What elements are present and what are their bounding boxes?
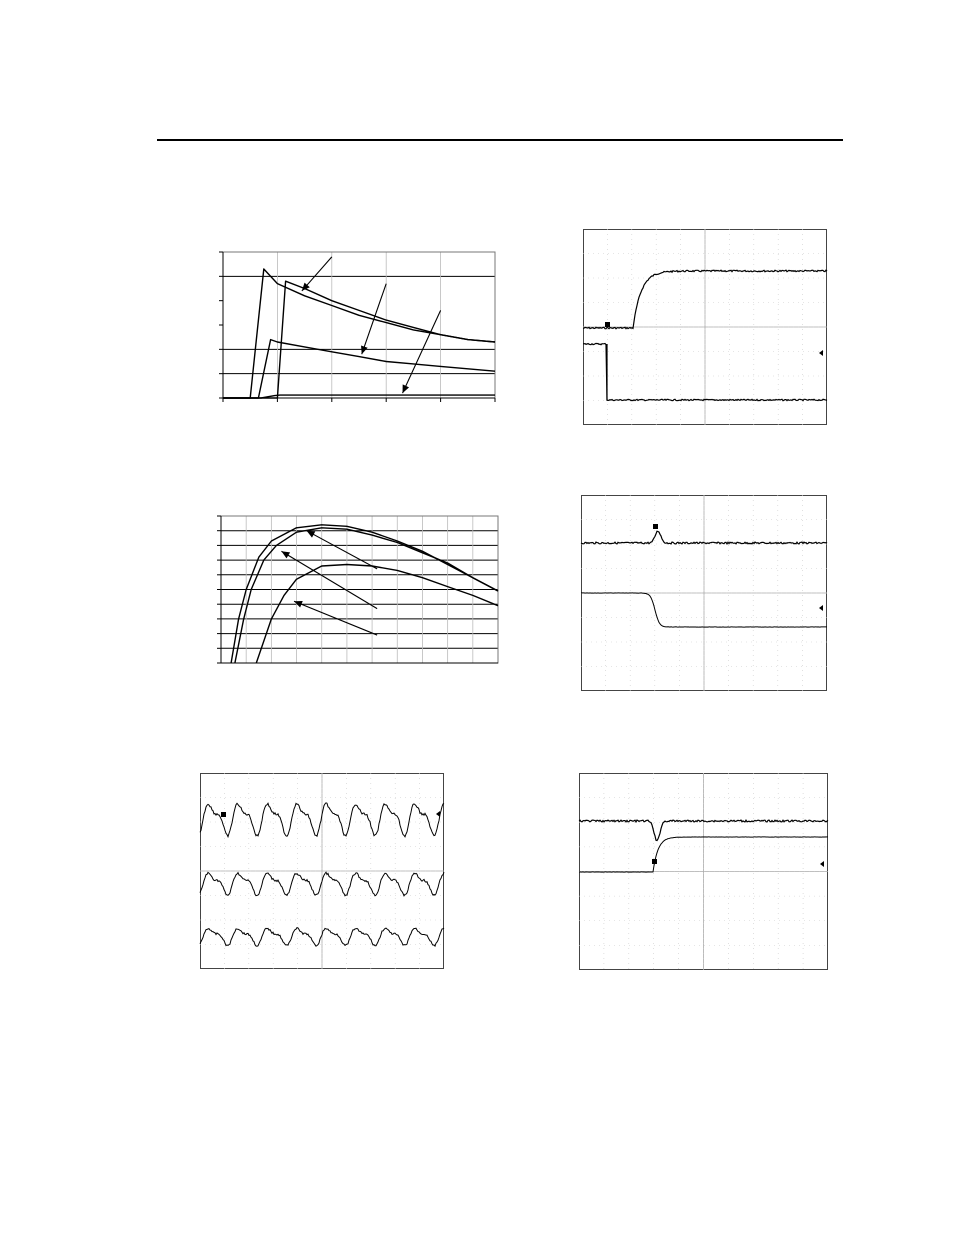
scope-screen-step-up-down — [583, 229, 827, 425]
trigger-marker — [221, 812, 226, 817]
callout-arrow-3 — [294, 601, 377, 635]
scope-screen-periodic-waveforms — [200, 773, 444, 969]
series-line-3 — [223, 340, 495, 398]
callout-arrowhead-2 — [361, 345, 368, 354]
callout-arrowhead-2 — [281, 551, 290, 558]
scope-screen-bump-and-fall — [581, 495, 827, 691]
trigger-marker — [653, 524, 658, 529]
trigger-marker — [652, 859, 657, 864]
series-line-1 — [223, 269, 495, 398]
series-line-2 — [235, 528, 498, 663]
header-rule — [157, 139, 843, 141]
trigger-marker — [605, 322, 610, 327]
chart-peak-curves — [213, 508, 505, 670]
scope-screen-dip-recovery — [579, 773, 828, 970]
callout-arrow-3 — [403, 310, 441, 393]
series-line-2 — [223, 281, 495, 398]
chart-decay-transients — [213, 246, 503, 406]
callout-arrow-1 — [307, 531, 378, 569]
